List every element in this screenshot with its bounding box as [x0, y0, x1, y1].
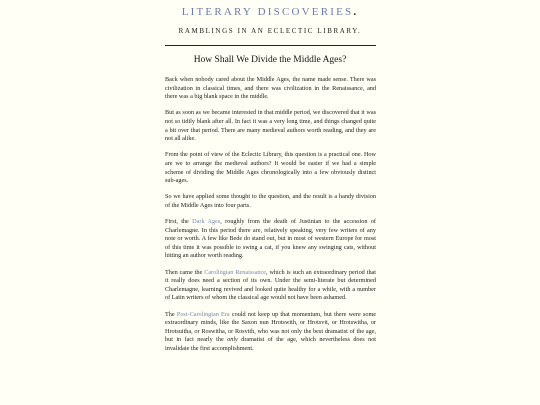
- carolingian-renaissance-link[interactable]: Carolingian Renaissance: [204, 268, 266, 276]
- article-body: [165, 76, 376, 361]
- site-subtitle: RAMBLINGS IN AN ECLECTIC LIBRARY.: [178, 27, 362, 35]
- post-carolingian-era-link[interactable]: Post-Carolingian Era: [176, 310, 230, 318]
- paragraph-7-text-middle: could not keep up that momentum, but there were some extraordinary minds, like the Saxon nun Hrotswith, or Hrotsvit, or Hrotswitha, or Hrotsuitha, or Roswitha, or Rosvith, who was not only the best dramatist of the age, but in fact nearly the: [165, 310, 377, 344]
- paragraph-7-text-after: dramatist of the age, which nevertheless does not invalidate the first accomplishment.: [165, 336, 377, 352]
- paragraph-7: [165, 311, 376, 354]
- site-title-dot: .: [353, 6, 359, 18]
- paragraph-5-text-before: First, the: [165, 218, 193, 226]
- paragraph-6-text-after: , which is such an extraordinary period that it really does need a section of its own. Under the semi-literate but determined Charlemagne, learning revived and looked quite healthy for a while, with a number of Latin writers of whom the classical age would not have been ashamed.: [165, 268, 376, 302]
- paragraph-7-text-before: The: [165, 310, 177, 318]
- site-title-text[interactable]: LITERARY DISCOVERIES: [181, 6, 354, 18]
- header-divider: [165, 45, 376, 46]
- paragraph-6-text-before: Then came the: [165, 268, 205, 276]
- article-title: How Shall We Divide the Middle Ages?: [193, 55, 347, 65]
- paragraph-1: Back when nobody cared about the Middle Ages, the name made sense. There was civilization in classical times, and there was civilization in the Renaissance, and there was a big blank space in the middle.: [165, 76, 376, 101]
- paragraph-6: [165, 269, 376, 303]
- paragraph-2: But as soon as we became interested in that middle period, we discovered that it was not so tidily blank after all. In fact it was a very long time, and things changed quite a bit over that period. There are many medieval authors worth reading, and they are not all alike.: [165, 109, 376, 143]
- paragraph-4: So we have applied some thought to the question, and the result is a handy division of the Middle Ages into four parts.: [165, 193, 376, 209]
- paragraph-7-emphasis: only: [227, 336, 238, 344]
- site-title[interactable]: [0, 6, 540, 18]
- paragraph-5: [165, 218, 376, 261]
- paragraph-5-text-after: , roughly from the death of Justinian to the accession of Charlemagne. In this period there are, relatively speaking, very few writers of any note or worth. A few like Bede do stand out, but in most of western Europe for most of this time it was possible to swing a cat, if you knew any swinging cats, without hitting an author worth reading.: [165, 218, 376, 260]
- paragraph-3: From the point of view of the Eclectic Library, this question is a practical one. How are we to arrange the medieval authors? It would be easier if we had a simple scheme of dividing the Middle Ages chronologically into a few obviously distinct sub-ages.: [165, 151, 376, 185]
- dark-ages-link[interactable]: Dark Ages: [192, 218, 221, 226]
